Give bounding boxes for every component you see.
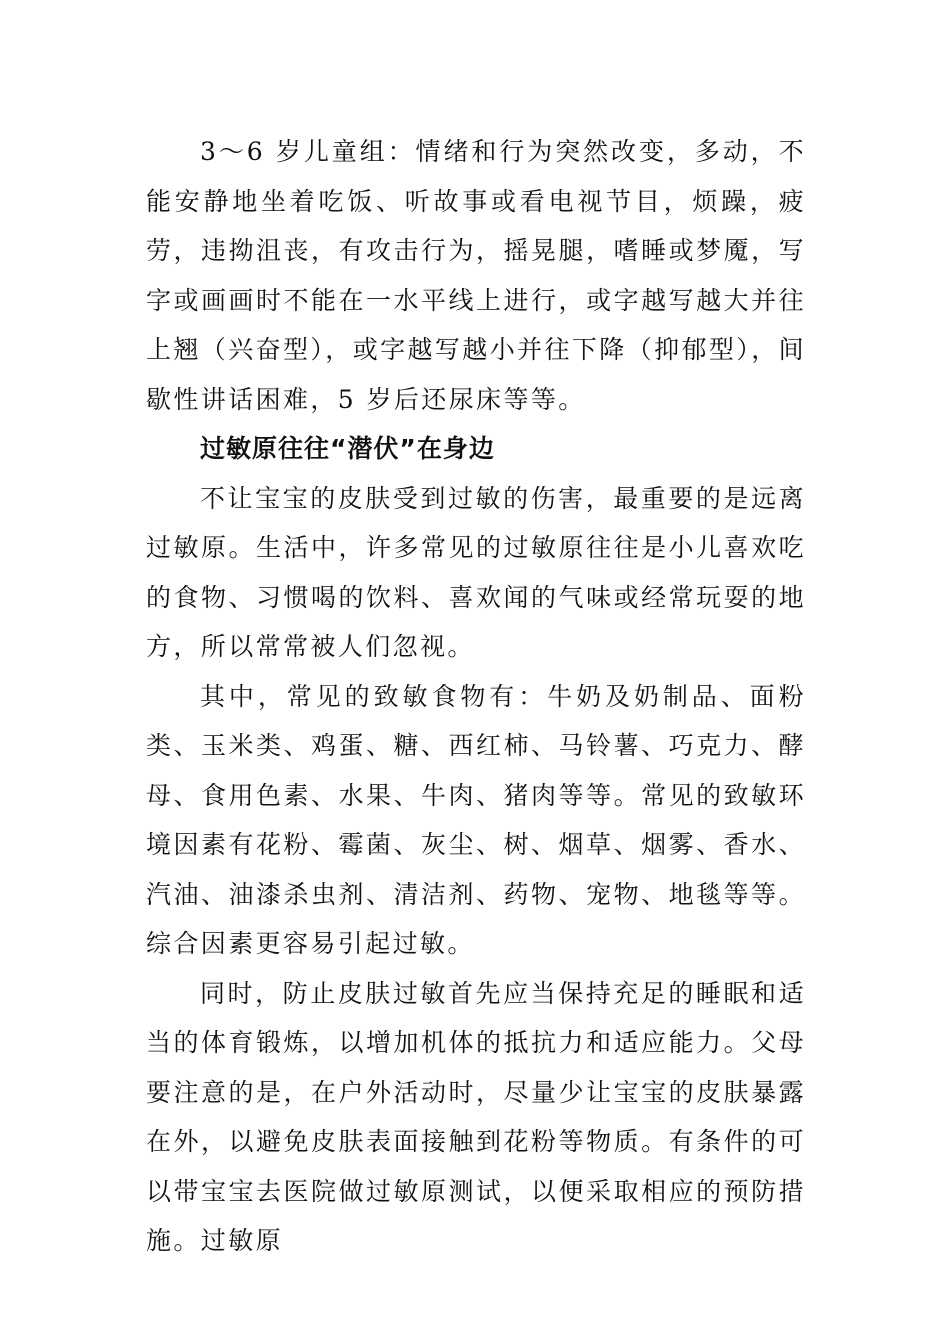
paragraph-avoid-allergens: 不让宝宝的皮肤受到过敏的伤害，最重要的是远离过敏原。生活中，许多常见的过敏原往往是小儿喜欢吃的食物、习惯喝的饮料、喜欢闻的气味或经常玩耍的地方，所以常常被人们忽视。 [146, 483, 806, 661]
paragraph-prevention: 同时，防止皮肤过敏首先应当保持充足的睡眠和适当的体育锻炼，以增加机体的抵抗力和适应能力。父母要注意的是，在户外活动时，尽量少让宝宝的皮肤暴露在外，以避免皮肤表面接触到花粉等物质。有条件的可以带宝宝去医院做过敏原测试，以便采取相应的预防措施。过敏原 [146, 978, 806, 1255]
document-body [146, 127, 806, 1266]
section-heading: 过敏原往往“潜伏”在身边 [200, 434, 495, 463]
paragraph-common-allergens: 其中，常见的致敏食物有：牛奶及奶制品、面粉类、玉米类、鸡蛋、糖、西红柿、马铃薯、巧克力、酵母、食用色素、水果、牛肉、猪肉等等。常见的致敏环境因素有花粉、霉菌、灰尘、树、烟草、烟雾、香水、汽油、油漆杀虫剂、清洁剂、药物、宠物、地毯等等。综合因素更容易引起过敏。 [146, 681, 806, 958]
paragraph-child-symptoms: 3～6 岁儿童组：情绪和行为突然改变，多动，不能安静地坐着吃饭、听故事或看电视节目，烦躁，疲劳，违拗沮丧，有攻击行为，摇晃腿，嗜睡或梦魇，写字或画画时不能在一水平线上进行，或字越写越大并往上翘（兴奋型），或字越写越小并往下降（抑郁型），间歇性讲话困难，5 岁后还尿床等等。 [146, 137, 807, 414]
